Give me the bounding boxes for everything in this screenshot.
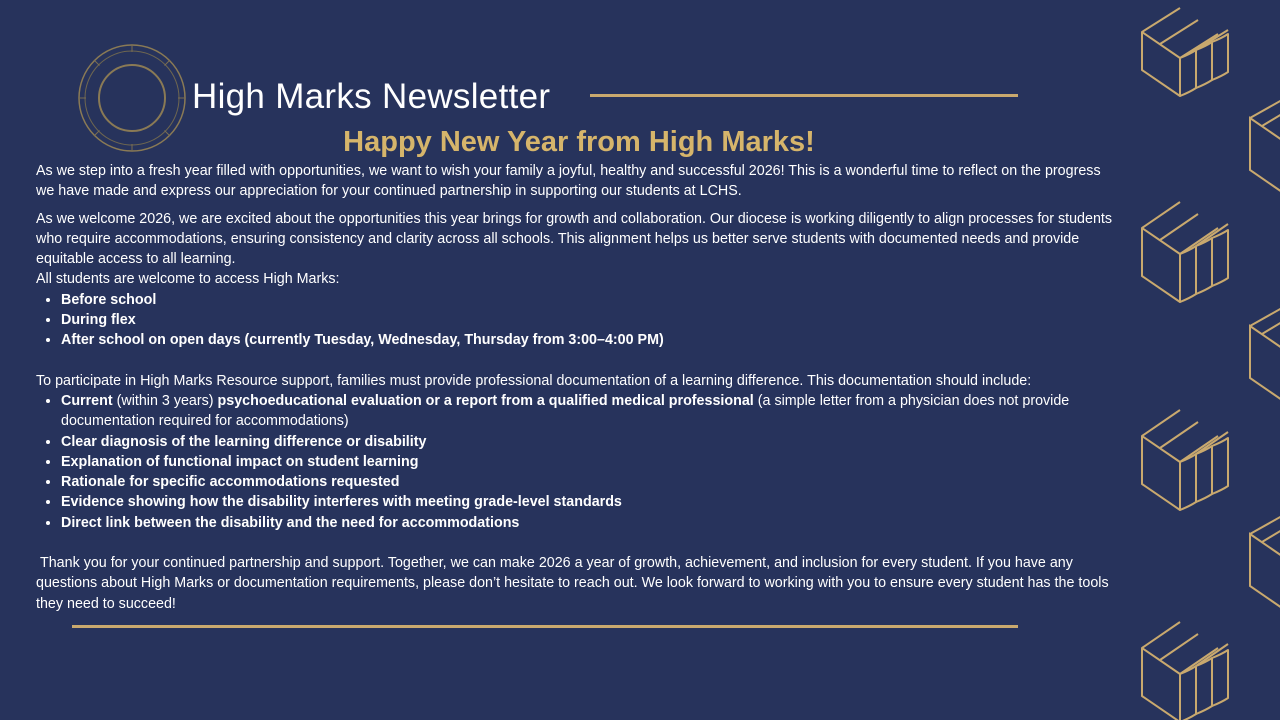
doc-normal-note: (a simple letter from a physician does not provide documentation required for accommodations) [61,392,1070,430]
book-decoration [1140,0,1280,720]
doc-bold-current: Current [61,392,113,409]
title-divider [590,94,1018,97]
book-stack-icon [1140,0,1232,98]
list-item: • During flex [61,310,1118,330]
list-item: • Rationale for specific accommodations requested [61,472,1118,492]
book-stack-icon [1140,608,1232,720]
doc-bold-evaluation: psychoeducational evaluation or a report from a qualified medical professional [217,392,754,409]
book-stack-icon [1248,306,1280,406]
access-times-list [36,290,1118,351]
book-stack-icon [1140,188,1232,306]
access-intro: All students are welcome to access High Marks: [36,271,340,288]
book-stack-icon [1248,98,1280,198]
list-item [61,391,1118,432]
spacer [36,533,1118,553]
headline: Happy New Year from High Marks! [343,126,815,158]
newsletter-title: High Marks Newsletter [192,77,551,116]
list-item: • Direct link between the disability and the need for accommodations [61,513,1118,533]
doc-normal-within: (within 3 years) [112,392,218,409]
list-item: • Clear diagnosis of the learning difference or disability [61,432,1118,452]
list-item: • Evidence showing how the disability interferes with meeting grade-level standards [61,492,1118,512]
documentation-intro: To participate in High Marks Resource support, families must provide professional documentation of a learning difference. This documentation should include: [36,372,1032,389]
book-stack-icon [1140,396,1232,514]
list-item: • Before school [61,290,1118,310]
list-item: • After school on open days (currently Tuesday, Wednesday, Thursday from 3:00–4:00 PM) [61,330,1118,350]
diocese-paragraph: As we welcome 2026, we are excited about the opportunities this year brings for growth and collaboration. Our diocese is working diligently to align processes for students who require accommodations, ensuring consistency and clarity across all schools. This alignment helps us better serve students with documented needs and provide equitable access to all learning. [36,210,1113,268]
intro-paragraph: As we step into a fresh year filled with opportunities, we want to wish your family a joyful, healthy and successful 2026! This is a wonderful time to reflect on the progress we have made and express our appreciation for your continued partnership in supporting our students at LCHS. [36,163,1101,200]
footer-divider [72,625,1018,628]
closing-paragraph: Thank you for your continued partnership and support. Together, we can make 2026 a year of growth, achievement, and inclusion for every student. If you have any questions about High Marks or documentation requirements, please don’t hesitate to reach out. We look forward to working with you to ensure every student has the tools they need to succeed! [36,555,1113,612]
documentation-list [36,391,1118,533]
spacer [36,351,1118,371]
book-stack-icon [1248,514,1280,614]
list-item: • Explanation of functional impact on student learning [61,452,1118,472]
newsletter-body [36,161,1118,614]
